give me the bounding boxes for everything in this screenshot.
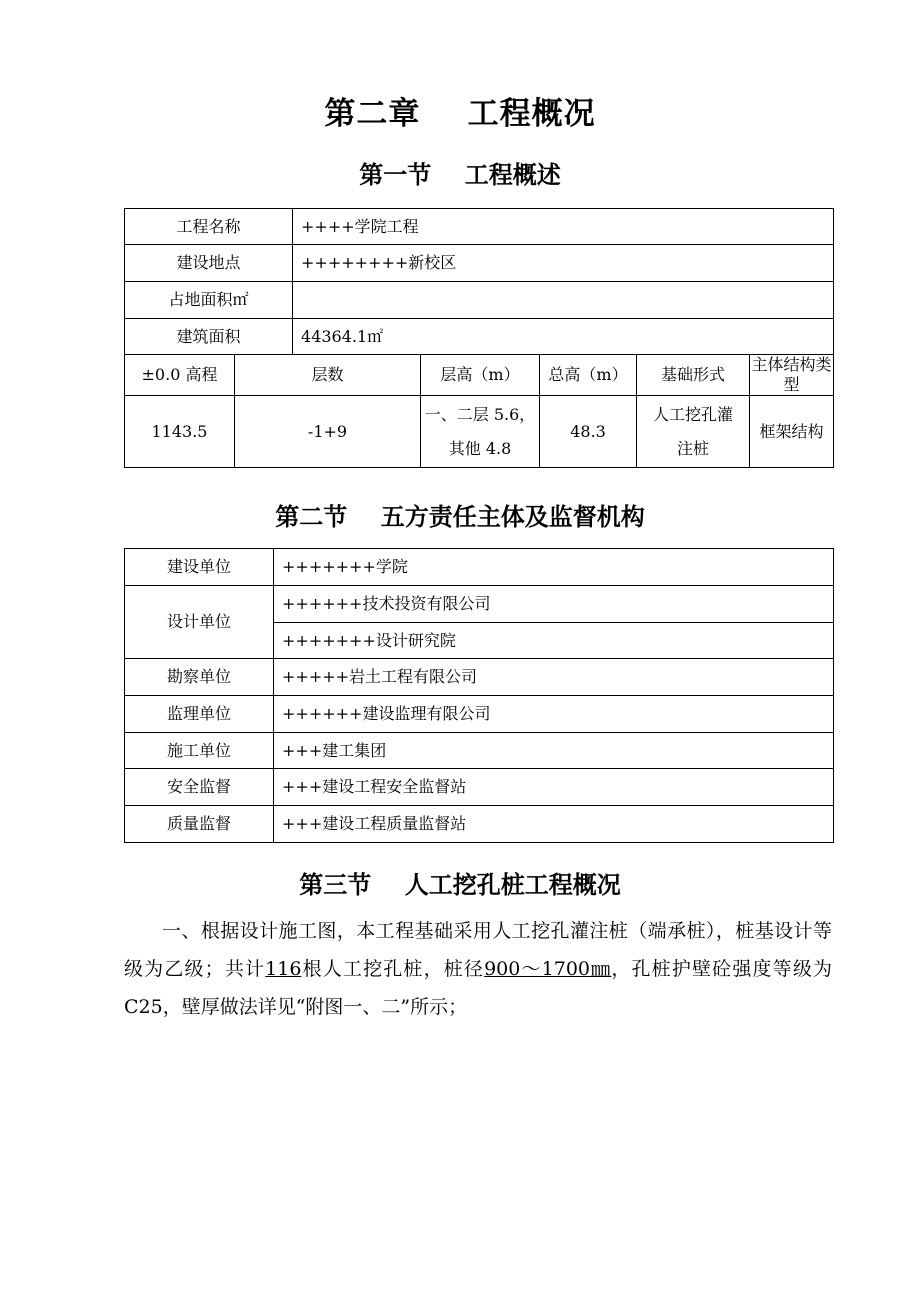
contractor-value: +++建工集团 xyxy=(274,733,834,769)
table-row xyxy=(125,696,834,733)
body-paragraph xyxy=(124,912,832,1026)
project-overview-table xyxy=(124,208,834,468)
floor-height-line-1: 一、二层 5.6， xyxy=(424,404,536,424)
foundation-value xyxy=(637,396,750,468)
table-header-row xyxy=(125,355,834,396)
table-row xyxy=(125,586,834,623)
survey-unit-value: +++++岩土工程有限公司 xyxy=(274,659,834,696)
safety-label: 安全监督 xyxy=(125,769,274,806)
pile-count: 116 xyxy=(265,958,302,980)
project-name-value: ++++学院工程 xyxy=(293,209,834,245)
table-row xyxy=(125,806,834,843)
table-row xyxy=(125,245,834,282)
paragraph-text-2: 根人工挖孔桩，桩径 xyxy=(301,958,485,980)
building-area-label: 建筑面积 xyxy=(125,319,293,355)
responsible-parties-table xyxy=(124,548,834,843)
section-1-title: 第一节 工程概述 xyxy=(359,161,561,189)
section-2-title: 第二节 五方责任主体及监督机构 xyxy=(275,503,645,531)
design-unit-value-2: +++++++设计研究院 xyxy=(274,623,834,659)
table-row xyxy=(125,282,834,319)
table-row xyxy=(125,396,834,468)
total-height-value: 48.3 xyxy=(540,396,637,468)
land-area-value xyxy=(293,282,834,319)
col-structure: 主体结构类型 xyxy=(751,355,832,394)
foundation-line-1: 人工挖孔灌 xyxy=(653,404,734,424)
land-area-label: 占地面积㎡ xyxy=(125,282,293,319)
elevation-value: 1143.5 xyxy=(125,396,235,468)
paragraph-text-3: ，孔桩护壁砼强度等级为 C25，壁厚做法详见“附图一、二”所示； xyxy=(124,958,832,1018)
paragraph-text-1: 一、根据设计施工图，本工程基础采用人工挖孔灌注桩（端承桩），桩基设计等级为乙级；共计 xyxy=(124,920,832,980)
table-row xyxy=(125,769,834,806)
floor-height-value xyxy=(421,396,540,468)
quality-value: +++建设工程质量监督站 xyxy=(274,806,834,843)
col-total-height: 总高（m） xyxy=(540,355,637,396)
table-row xyxy=(125,209,834,245)
design-unit-value-1: ++++++技术投资有限公司 xyxy=(274,586,834,623)
table-row xyxy=(125,549,834,586)
construction-unit-label: 建设单位 xyxy=(125,549,274,586)
pile-diameter: 900～1700㎜ xyxy=(484,958,612,980)
table-row xyxy=(125,659,834,696)
section-3-title: 第三节 人工挖孔桩工程概况 xyxy=(299,871,621,899)
safety-value: +++建设工程安全监督站 xyxy=(274,769,834,806)
table-row xyxy=(125,733,834,769)
floor-height-line-2: 其他 4.8 xyxy=(448,438,512,458)
location-label: 建设地点 xyxy=(125,245,293,282)
col-foundation: 基础形式 xyxy=(637,355,750,396)
supervision-unit-label: 监理单位 xyxy=(125,696,274,733)
project-name-label: 工程名称 xyxy=(125,209,293,245)
col-floor-height: 层高（m） xyxy=(421,355,540,396)
location-value: ++++++++新校区 xyxy=(293,245,834,282)
table-row xyxy=(125,319,834,355)
supervision-unit-value: ++++++建设监理有限公司 xyxy=(274,696,834,733)
col-floors: 层数 xyxy=(235,355,421,396)
contractor-label: 施工单位 xyxy=(125,733,274,769)
chapter-title: 第二章 工程概况 xyxy=(324,96,596,132)
col-elevation: ±0.0 高程 xyxy=(125,355,235,396)
structure-value: 框架结构 xyxy=(750,396,834,468)
construction-unit-value: +++++++学院 xyxy=(274,549,834,586)
foundation-line-2: 注桩 xyxy=(677,438,710,458)
survey-unit-label: 勘察单位 xyxy=(125,659,274,696)
quality-label: 质量监督 xyxy=(125,806,274,843)
building-area-value: 44364.1㎡ xyxy=(293,319,834,355)
floors-value: -1+9 xyxy=(235,396,421,468)
design-unit-label: 设计单位 xyxy=(125,586,274,659)
